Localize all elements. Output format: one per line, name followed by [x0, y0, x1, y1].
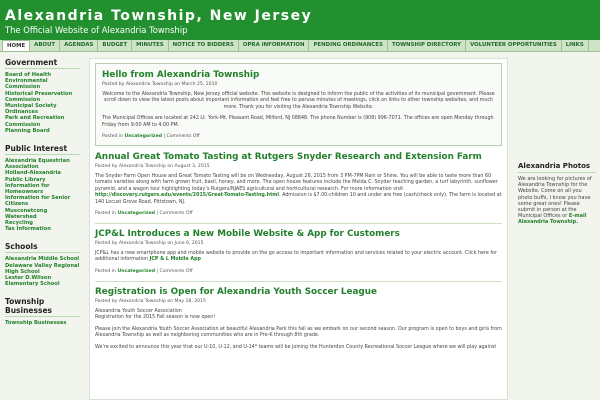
post	[95, 229, 502, 275]
sidebar-heading-schools: Schools	[5, 242, 80, 253]
sidebar-link-elementary-school[interactable]: Lester D.Wilson Elementary School	[5, 275, 60, 288]
nav-notice-to-bidders[interactable]: NOTICE TO BIDDERS	[169, 40, 239, 51]
nav-township-directory[interactable]: TOWNSHIP DIRECTORY	[388, 40, 466, 51]
sidebar-link-middle-school[interactable]: Alexandria Middle School	[5, 256, 80, 263]
post	[95, 287, 502, 351]
post-title[interactable]: Annual Great Tomato Tasting at Rutgers Snyder Research and Extension Farm	[95, 152, 482, 163]
post-footer	[102, 134, 495, 140]
nav-budget[interactable]: BUDGET	[98, 40, 132, 51]
nav-pending-ordinances[interactable]: PENDING ORDINANCES	[309, 40, 387, 51]
sidebar-heading-businesses: Township Businesses	[5, 297, 80, 317]
post-body: Please join the Alexandria Youth Soccer Association at beautiful Alexandria Park this fall as we embark on our second season. Our program is open to boys and girls from Alexandria Township as well as neighboring communities who are in Pre-K through 8th grade.	[95, 326, 502, 339]
post-meta: Posted by Alexandria Township on March 25, 2010	[102, 82, 218, 87]
email-township-link[interactable]: E-mail Alexandria Township.	[518, 213, 587, 226]
photos-text	[518, 176, 596, 226]
post-title[interactable]: Hello from Alexandria Township	[102, 70, 260, 80]
sidebar-link-library[interactable]: Holland-Alexandria Public Library	[5, 170, 61, 183]
post-body	[95, 251, 502, 264]
sidebar-link-park-recreation[interactable]: Park and Recreation Commission	[5, 115, 65, 128]
sidebar-link-watershed[interactable]: Musconetcong Watershed	[5, 207, 48, 220]
sidebar-link-recycling[interactable]: Recycling	[5, 220, 34, 227]
post-footer	[95, 269, 502, 275]
sidebar-link-homeowners[interactable]: Information for Homeowners	[5, 182, 50, 196]
comments-status: Comments Off	[159, 268, 193, 274]
site-description: The Official Website of Alexandria Township	[5, 25, 188, 35]
post-title[interactable]: Registration is Open for Alexandria Youth Soccer League	[95, 286, 377, 297]
sidebar-link-high-school[interactable]: Delaware Valley Regional High School	[5, 262, 80, 275]
nav-opra-information[interactable]: OPRA INFORMATION	[239, 40, 310, 51]
separator: |	[156, 268, 159, 274]
sidebar-link-environmental-commission[interactable]: Environmental Commission	[5, 78, 48, 91]
sidebar-link-planning-board[interactable]: Planning Board	[5, 127, 50, 134]
site-header	[0, 0, 600, 40]
sidebar-heading-photos: Alexandria Photos	[518, 162, 596, 173]
category-link[interactable]: Uncategorized	[117, 211, 155, 217]
comments-status: Comments Off	[166, 134, 200, 140]
post-meta: Posted by Alexandria Township on May 18, 2015	[95, 298, 206, 304]
main-nav	[0, 40, 600, 52]
post-body-text: . Admission is $7.00-children 10 and under are free (cash/check only). The farm is located at 140 Locust Grove Road, Pittstown, NJ.	[95, 193, 502, 205]
sticky-post	[95, 63, 502, 146]
separator: |	[163, 134, 166, 140]
left-sidebar	[0, 52, 84, 337]
sidebar-heading-public-interest: Public Interest	[5, 144, 80, 155]
post-body-text: The Snyder Farm Open House and Great Tomato Tasting will be on Wednesday, August 26, 2015 from 3 PM-7PM Rain or Shine. You will be able to taste more than 60 tomato varieties along with farm grown fruit, basil, honey, and more. The open house features include the Melda C. Snyder teaching garden, a turf labyrinth, sunflower pyramid, and a wagon tour highlighting today’s Rutgers/NJAES agricultural and horticultural research. For more information visit	[95, 174, 498, 192]
post-divider	[95, 223, 502, 224]
site-title[interactable]: Alexandria Township, New Jersey	[5, 8, 313, 24]
comments-status: Comments Off	[159, 211, 193, 217]
post	[95, 152, 502, 217]
post-body	[95, 174, 502, 206]
sidebar-heading-government: Government	[5, 58, 80, 69]
posted-in-label: Posted in	[95, 268, 117, 274]
government-links	[5, 72, 80, 134]
public-interest-links	[5, 158, 80, 232]
nav-volunteer-opportunities[interactable]: VOLUNTEER OPPORTUNITIES	[466, 40, 562, 51]
nav-agendas[interactable]: AGENDAS	[60, 40, 98, 51]
post-body: Welcome to the Alexandria Township, New Jersey official website. This website is designed to inform the public of the activities of its municipal government. Please scroll down to view the latest posts about important information and feel free to peruse minutes of meetings, click on links to other township websites, and much more. Thank you for visiting the Alexandria Township Website.	[102, 92, 495, 110]
nav-minutes[interactable]: MINUTES	[132, 40, 169, 51]
post-meta: Posted by Alexandria Township on June 6, 2015	[95, 241, 204, 247]
sidebar-link-equestrian[interactable]: Alexandria Equestrian Association	[5, 158, 70, 171]
photos-description: We are looking for pictures of Alexandria Township for the Website. Come on all you photo buffs, I know you have some great ones! Please submit in person at the Municipal Offices or	[518, 176, 592, 220]
main-content	[89, 58, 508, 400]
right-sidebar	[513, 52, 600, 226]
category-link[interactable]: Uncategorized	[117, 268, 155, 274]
post-link[interactable]: http://discovery.rutgers.edu/events/2015/Great-Tomato-Tasting.html	[95, 193, 280, 199]
post-body: We’re excited to announce this year that our U-10, U-12, and U-14* teams will be joining the Hunterdon County Recreational Soccer League where we will play against	[95, 344, 497, 350]
nav-links[interactable]: LINKS	[562, 40, 589, 51]
post-body: Registration for the 2015 Fall season is now open!	[95, 315, 216, 321]
category-link[interactable]: Uncategorized	[124, 134, 162, 140]
nav-about[interactable]: ABOUT	[30, 40, 60, 51]
sidebar-link-township-businesses[interactable]: Township Businesses	[5, 320, 67, 327]
sidebar-link-senior-citizens[interactable]: Information for Senior Citizens	[5, 195, 71, 208]
post-body: The Municipal Offices are located at 242 Lt. York-Mt. Pleasant Road, Milford, NJ 08848. The phone Number is (908) 996-7071. The offices are open Monday through Friday from 9:00 AM to 4:00 PM.	[102, 116, 494, 128]
separator: |	[156, 211, 159, 217]
post-divider	[95, 281, 502, 282]
post-body-text: JCP&L has a new smartphone app and mobile website to provide on the go access to important information and services related to your electric account. Click here for additional information	[95, 251, 497, 263]
sidebar-link-ordinances[interactable]: Ordinances	[5, 109, 39, 116]
post-body: Alexandria Youth Soccer Association	[95, 308, 182, 314]
post-link[interactable]: JCP & L Mobile App	[149, 257, 201, 263]
post-meta: Posted by Alexandria Township on August 3, 2015	[95, 164, 210, 170]
posted-in-label: Posted in	[95, 211, 117, 217]
sidebar-link-municipal-society[interactable]: Municipal Society	[5, 103, 57, 110]
posted-in-label: Posted in	[102, 134, 124, 140]
post-title[interactable]: JCP&L Introduces a New Mobile Website & App for Customers	[95, 229, 400, 240]
nav-home[interactable]: HOME	[2, 40, 30, 51]
sidebar-link-board-of-health[interactable]: Board of Health	[5, 72, 52, 78]
sidebar-link-historical-preservation[interactable]: Historical Preservation Commission	[5, 90, 73, 103]
sidebar-link-tax-information[interactable]: Tax Information	[5, 226, 51, 233]
schools-links	[5, 256, 80, 287]
business-links	[5, 320, 80, 326]
post-footer	[95, 211, 502, 217]
